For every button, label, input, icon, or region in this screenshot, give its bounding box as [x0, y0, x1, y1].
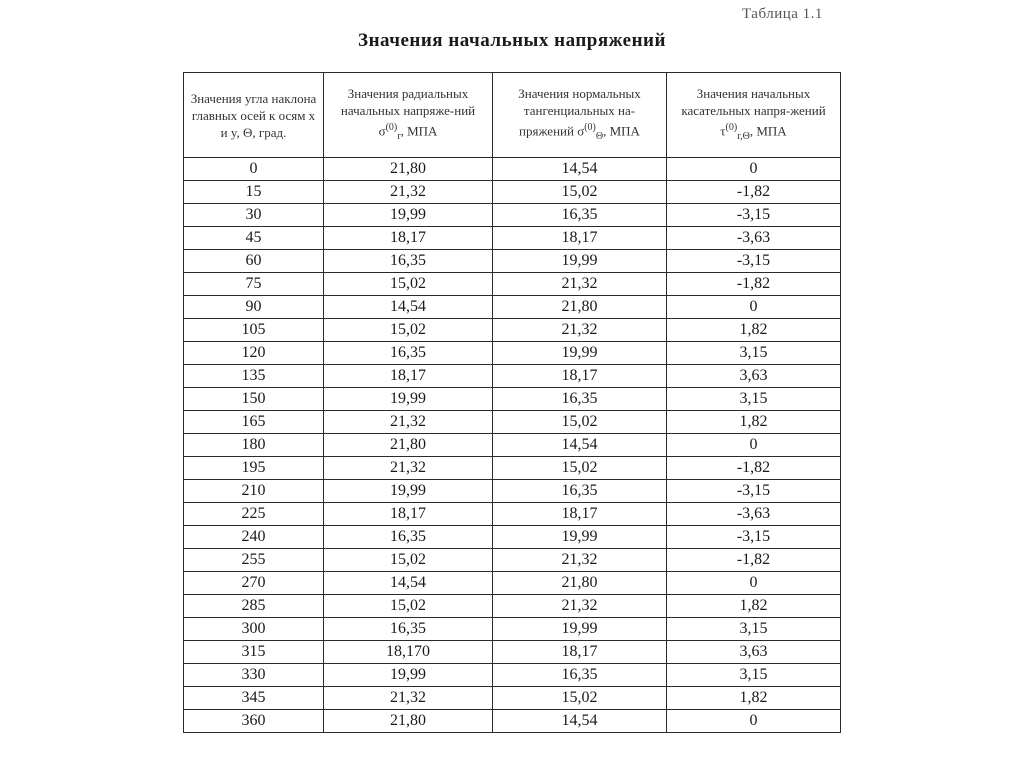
tangential-stress-cell: 19,99 — [493, 250, 667, 273]
shear-stress-cell: -1,82 — [667, 273, 841, 296]
angle-cell: 150 — [184, 388, 324, 411]
header-shear-text: Значения начальных касательных напря-жений — [681, 86, 826, 119]
shear-stress-cell: -3,15 — [667, 526, 841, 549]
tangential-stress-cell: 18,17 — [493, 227, 667, 250]
shear-stress-cell: -1,82 — [667, 549, 841, 572]
table-row — [184, 158, 841, 181]
tangential-stress-cell: 15,02 — [493, 181, 667, 204]
table-row — [184, 273, 841, 296]
header-angle — [184, 73, 324, 158]
angle-cell: 90 — [184, 296, 324, 319]
radial-stress-cell: 15,02 — [324, 595, 493, 618]
angle-cell: 300 — [184, 618, 324, 641]
shear-stress-cell: 0 — [667, 158, 841, 181]
angle-cell: 225 — [184, 503, 324, 526]
radial-stress-cell: 18,17 — [324, 227, 493, 250]
tangential-stress-cell: 21,32 — [493, 549, 667, 572]
radial-stress-cell: 21,32 — [324, 457, 493, 480]
shear-stress-cell: -3,15 — [667, 250, 841, 273]
header-radial-symbol: σ — [378, 123, 386, 139]
radial-stress-cell: 15,02 — [324, 273, 493, 296]
shear-stress-cell: 1,82 — [667, 411, 841, 434]
header-tangential-sup: (0) — [584, 122, 596, 134]
table-row — [184, 480, 841, 503]
tangential-stress-cell: 18,17 — [493, 641, 667, 664]
table-row — [184, 549, 841, 572]
radial-stress-cell: 21,32 — [324, 411, 493, 434]
tangential-stress-cell: 16,35 — [493, 664, 667, 687]
table-row — [184, 503, 841, 526]
shear-stress-cell: 1,82 — [667, 687, 841, 710]
table-body — [184, 158, 841, 733]
tangential-stress-cell: 21,32 — [493, 273, 667, 296]
radial-stress-cell: 15,02 — [324, 319, 493, 342]
header-radial-sub: r — [397, 130, 401, 142]
shear-stress-cell: -1,82 — [667, 181, 841, 204]
radial-stress-cell: 16,35 — [324, 618, 493, 641]
tangential-stress-cell: 19,99 — [493, 526, 667, 549]
table-row — [184, 664, 841, 687]
table-row — [184, 319, 841, 342]
tangential-stress-cell: 16,35 — [493, 204, 667, 227]
angle-cell: 360 — [184, 710, 324, 733]
header-tangential-symbol: σ — [577, 123, 585, 139]
tangential-stress-cell: 16,35 — [493, 388, 667, 411]
table-row — [184, 365, 841, 388]
shear-stress-cell: 3,63 — [667, 641, 841, 664]
table-row — [184, 572, 841, 595]
page-title: Значения начальных напряжений — [358, 30, 666, 51]
angle-cell: 240 — [184, 526, 324, 549]
angle-cell: 30 — [184, 204, 324, 227]
tangential-stress-cell: 18,17 — [493, 503, 667, 526]
radial-stress-cell: 18,17 — [324, 503, 493, 526]
shear-stress-cell: 3,63 — [667, 365, 841, 388]
header-tangential-unit: , МПА — [603, 123, 640, 139]
shear-stress-cell: -1,82 — [667, 457, 841, 480]
table-row — [184, 181, 841, 204]
angle-cell: 345 — [184, 687, 324, 710]
angle-cell: 135 — [184, 365, 324, 388]
radial-stress-cell: 16,35 — [324, 342, 493, 365]
angle-cell: 15 — [184, 181, 324, 204]
angle-cell: 180 — [184, 434, 324, 457]
angle-cell: 315 — [184, 641, 324, 664]
shear-stress-cell: 3,15 — [667, 388, 841, 411]
tangential-stress-cell: 19,99 — [493, 342, 667, 365]
angle-cell: 285 — [184, 595, 324, 618]
header-radial-unit: , МПА — [400, 123, 438, 139]
table-row — [184, 250, 841, 273]
table-row — [184, 434, 841, 457]
tangential-stress-cell: 21,80 — [493, 572, 667, 595]
shear-stress-cell: 1,82 — [667, 319, 841, 342]
table-row — [184, 342, 841, 365]
angle-cell: 165 — [184, 411, 324, 434]
shear-stress-cell: 3,15 — [667, 618, 841, 641]
table-row — [184, 526, 841, 549]
header-shear-symbol: τ — [720, 123, 726, 139]
header-shear — [667, 73, 841, 158]
tangential-stress-cell: 15,02 — [493, 411, 667, 434]
table-row — [184, 687, 841, 710]
shear-stress-cell: 1,82 — [667, 595, 841, 618]
radial-stress-cell: 14,54 — [324, 572, 493, 595]
radial-stress-cell: 19,99 — [324, 480, 493, 503]
header-shear-sup: (0) — [725, 122, 738, 134]
radial-stress-cell: 18,17 — [324, 365, 493, 388]
angle-cell: 105 — [184, 319, 324, 342]
angle-cell: 270 — [184, 572, 324, 595]
tangential-stress-cell: 15,02 — [493, 457, 667, 480]
header-radial-sup: (0) — [385, 122, 398, 134]
radial-stress-cell: 19,99 — [324, 388, 493, 411]
angle-cell: 330 — [184, 664, 324, 687]
tangential-stress-cell: 14,54 — [493, 158, 667, 181]
angle-cell: 195 — [184, 457, 324, 480]
shear-stress-cell: -3,15 — [667, 204, 841, 227]
tangential-stress-cell: 16,35 — [493, 480, 667, 503]
shear-stress-cell: 0 — [667, 572, 841, 595]
radial-stress-cell: 19,99 — [324, 204, 493, 227]
table-row — [184, 595, 841, 618]
header-radial — [324, 73, 493, 158]
radial-stress-cell: 21,80 — [324, 710, 493, 733]
shear-stress-cell: 3,15 — [667, 342, 841, 365]
radial-stress-cell: 21,32 — [324, 687, 493, 710]
table-header-row — [184, 73, 841, 158]
radial-stress-cell: 21,80 — [324, 434, 493, 457]
header-tangential-sub: Θ — [595, 130, 604, 142]
radial-stress-cell: 18,170 — [324, 641, 493, 664]
shear-stress-cell: 0 — [667, 296, 841, 319]
table-row — [184, 641, 841, 664]
angle-cell: 75 — [184, 273, 324, 296]
radial-stress-cell: 16,35 — [324, 250, 493, 273]
tangential-stress-cell: 21,80 — [493, 296, 667, 319]
header-tangential — [493, 73, 667, 158]
table-number-label: Таблица 1.1 — [742, 6, 823, 22]
table-row — [184, 457, 841, 480]
shear-stress-cell: 0 — [667, 710, 841, 733]
stress-table — [183, 72, 841, 733]
tangential-stress-cell: 19,99 — [493, 618, 667, 641]
angle-cell: 255 — [184, 549, 324, 572]
shear-stress-cell: 3,15 — [667, 664, 841, 687]
angle-cell: 0 — [184, 158, 324, 181]
table-row — [184, 411, 841, 434]
radial-stress-cell: 16,35 — [324, 526, 493, 549]
header-shear-unit: , МПА — [749, 123, 787, 139]
table-row — [184, 296, 841, 319]
table-row — [184, 204, 841, 227]
table-row — [184, 227, 841, 250]
radial-stress-cell: 21,32 — [324, 181, 493, 204]
angle-cell: 45 — [184, 227, 324, 250]
radial-stress-cell: 21,80 — [324, 158, 493, 181]
angle-cell: 210 — [184, 480, 324, 503]
header-shear-sub: r,Θ — [737, 130, 750, 142]
angle-cell: 120 — [184, 342, 324, 365]
header-angle-text: Значения угла наклона главных осей к осям x и y, Θ, град. — [190, 90, 317, 140]
shear-stress-cell: 0 — [667, 434, 841, 457]
table-row — [184, 710, 841, 733]
tangential-stress-cell: 21,32 — [493, 319, 667, 342]
table-row — [184, 618, 841, 641]
shear-stress-cell: -3,15 — [667, 480, 841, 503]
tangential-stress-cell: 18,17 — [493, 365, 667, 388]
tangential-stress-cell: 14,54 — [493, 434, 667, 457]
shear-stress-cell: -3,63 — [667, 503, 841, 526]
angle-cell: 60 — [184, 250, 324, 273]
tangential-stress-cell: 21,32 — [493, 595, 667, 618]
header-radial-text: Значения радиальных начальных напряже-ний — [340, 86, 476, 119]
shear-stress-cell: -3,63 — [667, 227, 841, 250]
radial-stress-cell: 15,02 — [324, 549, 493, 572]
tangential-stress-cell: 14,54 — [493, 710, 667, 733]
tangential-stress-cell: 15,02 — [493, 687, 667, 710]
header-tangential-text: Значения нормальных тангенциальных на-пряжений — [518, 86, 641, 139]
radial-stress-cell: 19,99 — [324, 664, 493, 687]
table-row — [184, 388, 841, 411]
radial-stress-cell: 14,54 — [324, 296, 493, 319]
